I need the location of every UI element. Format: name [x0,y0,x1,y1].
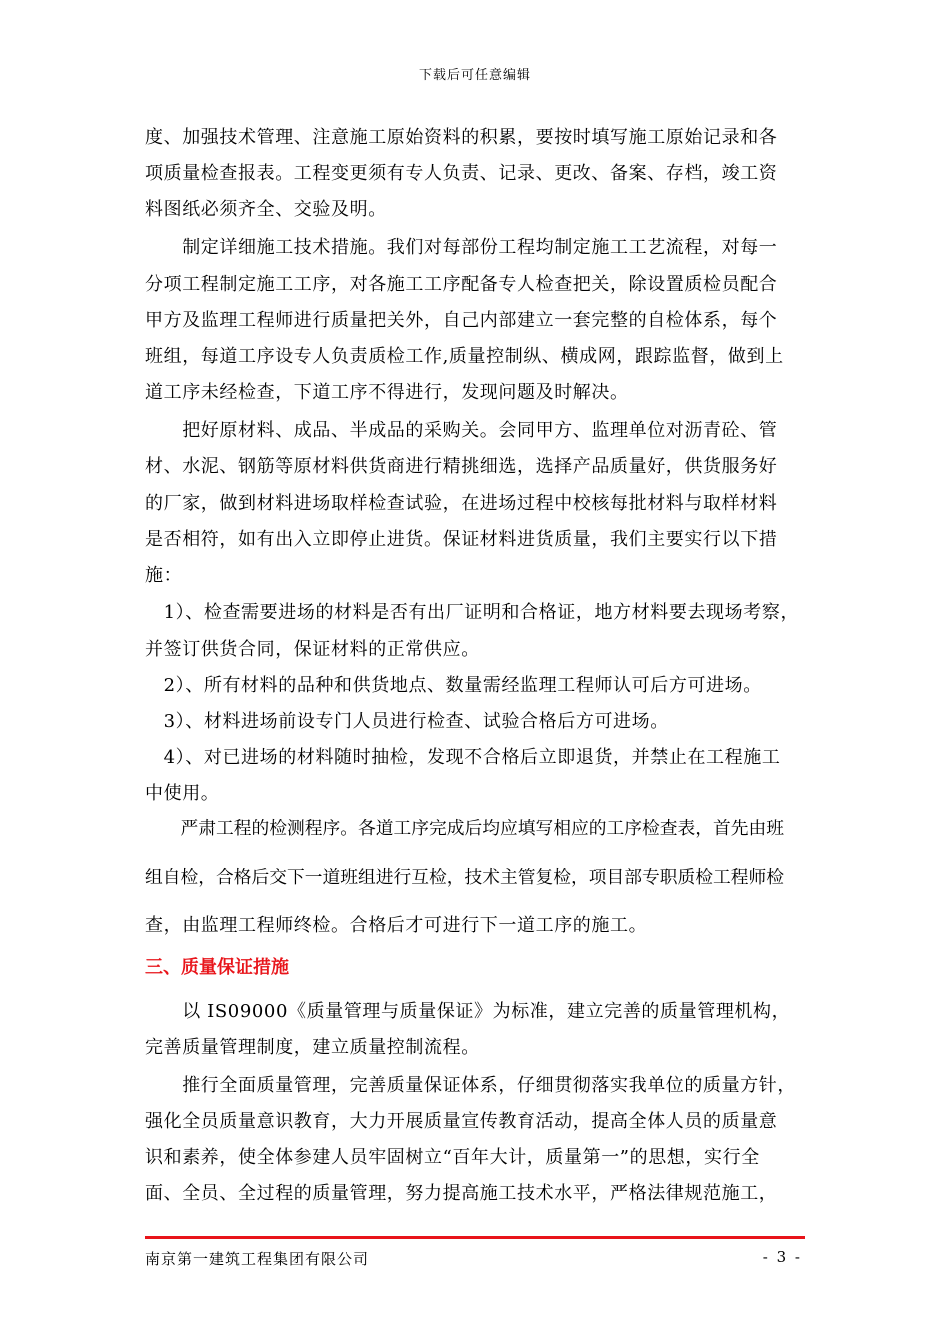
paragraph-line: 推行全面质量管理，完善质量保证体系，仔细贯彻落实我单位的质量方针， [145,1075,796,1096]
footer-company-name: 南京第一建筑工程集团有限公司 [145,1250,370,1268]
paragraph-line: 完善质量管理制度，建立质量控制流程。 [145,1037,480,1058]
paragraph-line: 班组，每道工序设专人负责质检工作,质量控制纵、横成网，跟踪监督，做到上 [145,346,784,367]
paragraph-line: 识和素养，使全体参建人员牢固树立“百年大计，质量第一”的思想，实行全 [145,1147,760,1168]
paragraph-line: 强化全员质量意识教育，大力开展质量宣传教育活动，提高全体人员的质量意 [145,1111,778,1132]
paragraph-line: 甲方及监理工程师进行质量把关外，自己内部建立一套完整的自检体系，每个 [145,310,778,331]
page-header-note: 下载后可任意编辑 [418,68,531,83]
paragraph-line: 料图纸必须齐全、交验及明。 [145,199,387,220]
list-item-1-cont: 并签订供货合同，保证材料的正常供应。 [145,639,480,660]
paragraph-line: 是否相符，如有出入立即停止进货。保证材料进货质量，我们主要实行以下措 [145,529,778,550]
paragraph-line: 项质量检查报表。工程变更须有专人负责、记录、更改、备案、存档，竣工资 [145,163,778,184]
paragraph-line: 材、水泥、钢筋等原材料供货商进行精挑细选，选择产品质量好，供货服务好 [145,456,778,477]
list-item-3: 3）、材料进场前设专门人员进行检查、试验合格后方可进场。 [145,711,669,732]
paragraph-line: 的厂家，做到材料进场取样检查试验，在进场过程中校核每批材料与取样材料 [145,493,778,514]
paragraph-line: 施： [145,565,183,586]
paragraph-line: 面、全员、全过程的质量管理，努力提高施工技术水平，严格法律规范施工， [145,1183,778,1204]
paragraph-line: 严肃工程的检测程序。各道工序完成后均应填写相应的工序检查表，首先由班 [145,819,785,839]
list-item-4-cont: 中使用。 [145,783,220,804]
paragraph-line: 度、加强技术管理、注意施工原始资料的积累，要按时填写施工原始记录和各 [145,127,778,148]
paragraph-line: 组自检，合格后交下一道班组进行互检，技术主管复检，项目部专职质检工程师检 [145,868,785,888]
paragraph-line: 查，由监理工程师终检。合格后才可进行下一道工序的施工。 [145,915,648,936]
footer-divider [145,1236,805,1239]
paragraph-line: 把好原材料、成品、半成品的采购关。会同甲方、监理单位对沥青砼、管 [145,420,778,441]
paragraph-line: 道工序未经检查，下道工序不得进行，发现问题及时解决。 [145,382,629,403]
list-item-2: 2）、所有材料的品种和供货地点、数量需经监理工程师认可后方可进场。 [145,675,762,696]
section-heading: 三、质量保证措施 [145,957,289,978]
paragraph-line: 制定详细施工技术措施。我们对每部份工程均制定施工工艺流程，对每一 [145,237,778,258]
list-item-4: 4）、对已进场的材料随时抽检，发现不合格后立即退货，并禁止在工程施工 [145,747,781,768]
paragraph-line: 分项工程制定施工工序，对各施工工序配备专人检查把关，除设置质检员配合 [145,274,778,295]
paragraph-line: 以 IS09000《质量管理与质量保证》为标准，建立完善的质量管理机构， [145,1001,791,1022]
footer-page-number: - 3 - [762,1248,802,1266]
list-item-1: 1）、检查需要进场的材料是否有出厂证明和合格证，地方材料要去现场考察， [145,602,800,623]
